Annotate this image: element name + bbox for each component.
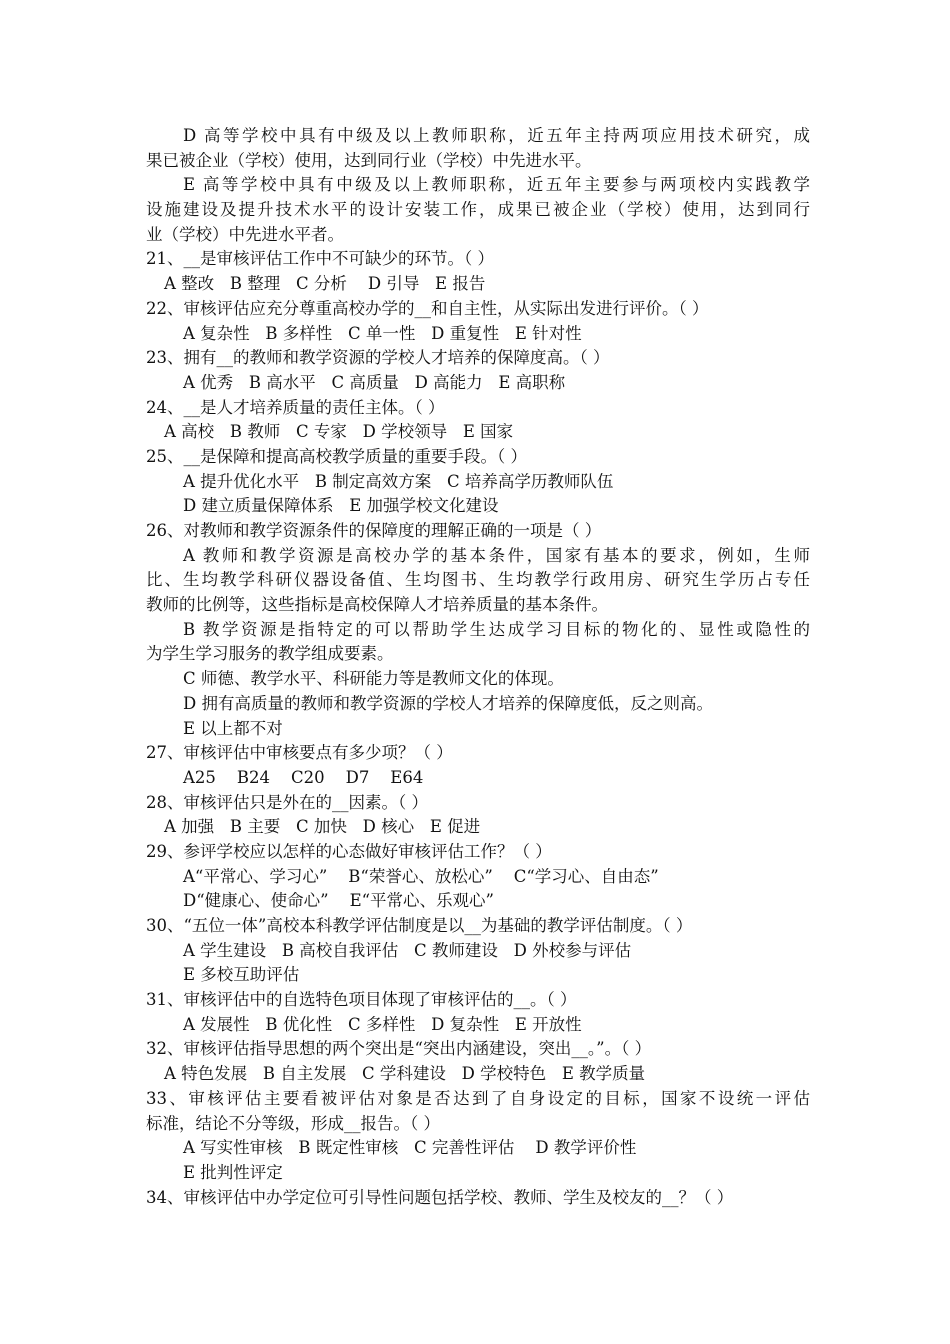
text-line: A 整改 B 整理 C 分析 D 引导 E 报告 [164, 274, 486, 294]
text-line: E 多校互助评估 [183, 965, 300, 985]
text-line: 30、“五位一体”高校本科教学评估制度是以__为基础的教学评估制度。（ ） [146, 916, 693, 935]
text-line: A 复杂性 B 多样性 C 单一性 D 重复性 E 针对性 [183, 323, 582, 343]
text-line: C 师德、教学水平、科研能力等是教师文化的体现。 [183, 669, 564, 689]
text-line: 21、__是审核评估工作中不可缺少的环节。（ ） [146, 249, 494, 269]
text-line: A 发展性 B 优化性 C 多样性 D 复杂性 E 开放性 [183, 1014, 582, 1034]
text-line: 教师的比例等，这些指标是高校保障人才培养质量的基本条件。 [146, 595, 608, 615]
document-page [146, 124, 810, 1210]
text-line: 24、__是人才培养质量的责任主体。（ ） [146, 397, 445, 417]
text-line: 32、审核评估指导思想的两个突出是“突出内涵建设，突出__。”。（ ） [146, 1039, 652, 1059]
text-line: 23、拥有__的教师和教学资源的学校人才培养的保障度高。（ ） [146, 348, 610, 368]
text-line: 31、审核评估中的自选特色项目体现了审核评估的__。（ ） [146, 990, 577, 1010]
text-line: 27、审核评估中审核要点有多少项？（ ） [146, 743, 453, 763]
text-line: D 建立质量保障体系 E 加强学校文化建设 [183, 496, 499, 516]
text-line: A 优秀 B 高水平 C 高质量 D 高能力 E 高职称 [183, 372, 566, 392]
text-line: 设施建设及提升技术水平的设计安装工作，成果已被企业（学校）使用，达到同行 [146, 200, 810, 220]
text-line: A“平常心、学习心” B“荣誉心、放松心” C“学习心、自由态” [183, 866, 659, 886]
text-line: 33、审核评估主要看被评估对象是否达到了自身设定的目标，国家不设统一评估 [146, 1088, 810, 1108]
text-line: A 特色发展 B 自主发展 C 学科建设 D 学校特色 E 教学质量 [164, 1064, 646, 1084]
text-line: A25 B24 C20 D7 E64 [183, 767, 424, 787]
text-line: A 提升优化水平 B 制定高效方案 C 培养高学历教师队伍 [183, 471, 614, 491]
text-line: 29、参评学校应以怎样的心态做好审核评估工作？（ ） [146, 841, 552, 861]
text-line: D 高等学校中具有中级及以上教师职称，近五年主持两项应用技术研究，成 [183, 126, 810, 145]
text-line: 34、审核评估中办学定位可引导性问题包括学校、教师、学生及校友的__？（ ） [146, 1187, 734, 1207]
text-line: 果已被企业（学校）使用，达到同行业（学校）中先进水平。 [146, 150, 592, 170]
text-line: 22、审核评估应充分尊重高校办学的__和自主性，从实际出发进行评价。（ ） [146, 298, 709, 318]
text-line: B 教学资源是指特定的可以帮助学生达成学习目标的物化的、显性或隐性的 [183, 619, 810, 639]
text-line: 比、生均教学科研仪器设备值、生均图书、生均教学行政用房、研究生学历占专任 [146, 570, 810, 590]
text-line: A 加强 B 主要 C 加快 D 核心 E 促进 [164, 817, 481, 837]
text-line: 为学生学习服务的教学组成要素。 [146, 644, 394, 664]
text-line: E 高等学校中具有中级及以上教师职称，近五年主要参与两项校内实践教学 [183, 175, 810, 195]
text-line: A 高校 B 教师 C 专家 D 学校领导 E 国家 [164, 422, 514, 442]
text-line: E 以上都不对 [183, 718, 283, 738]
text-line: A 写实性审核 B 既定性审核 C 完善性评估 D 教学评价性 [183, 1138, 637, 1158]
text-line: 26、对教师和教学资源条件的保障度的理解正确的一项是（ ） [146, 521, 602, 540]
text-line: D 拥有高质量的教师和教学资源的学校人才培养的保障度低，反之则高。 [183, 693, 713, 713]
text-line: A 教师和教学资源是高校办学的基本条件，国家有基本的要求，例如，生师 [183, 545, 810, 565]
text-line: 28、审核评估只是外在的__因素。（ ） [146, 792, 428, 812]
text-line: 标准，结论不分等级，形成__报告。（ ） [146, 1113, 440, 1133]
text-line: A 学生建设 B 高校自我评估 C 教师建设 D 外校参与评估 [183, 940, 632, 960]
text-line: 业（学校）中先进水平者。 [146, 224, 344, 244]
text-line: 25、__是保障和提高高校教学质量的重要手段。（ ） [146, 446, 527, 466]
text-line: D“健康心、使命心” E“平常心、乐观心” [183, 891, 494, 911]
text-line: E 批判性评定 [183, 1162, 283, 1182]
